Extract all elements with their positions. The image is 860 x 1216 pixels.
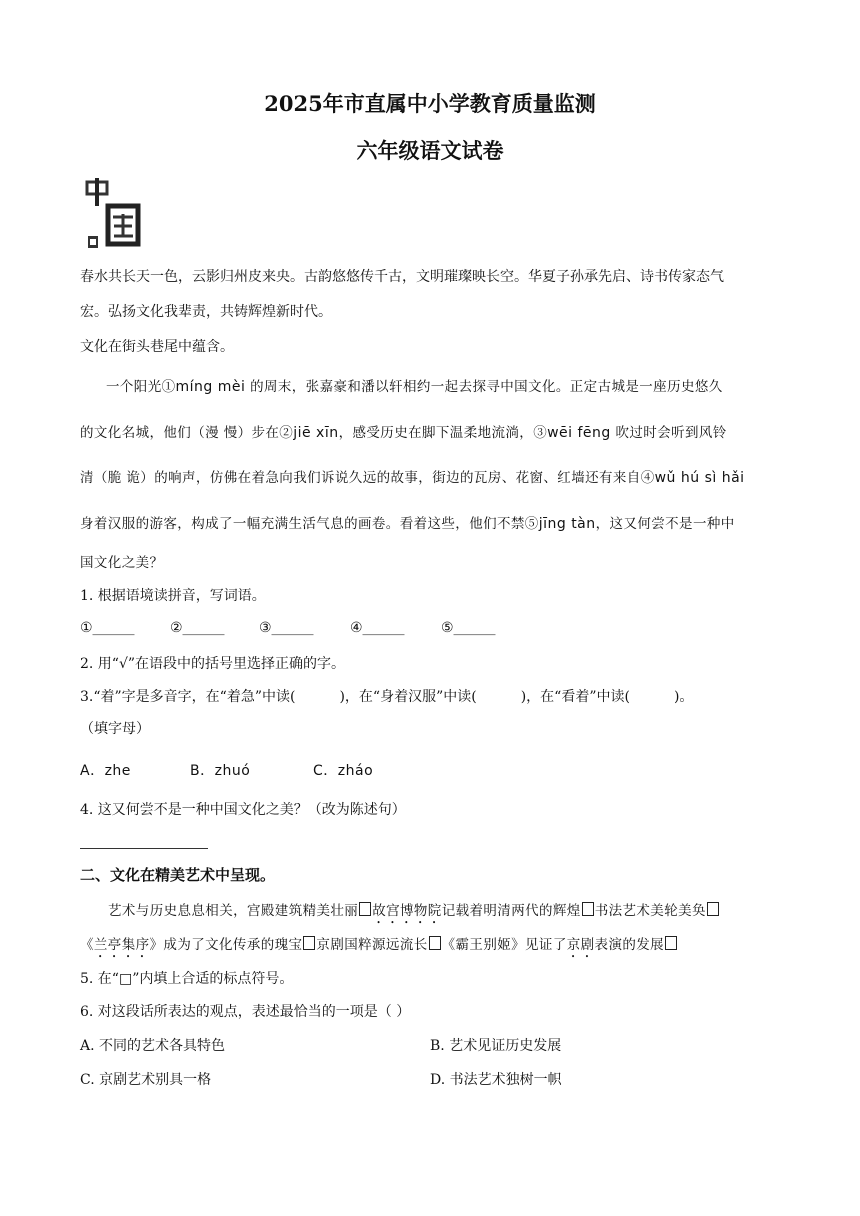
exam-subtitle: 六年级语文试卷 xyxy=(356,138,504,163)
section-2-heading: 二、文化在精美艺术中呈现。 xyxy=(80,866,276,884)
punctuation-box[interactable] xyxy=(582,902,594,916)
passage-line-3: 清（脆 诡）的响声，仿佛在着急向我们诉说久远的故事，街边的瓦房、花窗、红墙还有来自④wǔ hú sì hǎi xyxy=(80,470,745,486)
intro-line-1: 春水共长天一色，云影归州皮来央。古韵悠悠传千古，文明璀璨映长空。华夏子孙承先启、诗书传家态气 xyxy=(80,269,724,285)
answer-line[interactable] xyxy=(80,848,208,849)
intro-line-2: 宏。弘扬文化我辈责，共铸辉煌新时代。 xyxy=(80,304,332,320)
intro-line-3: 文化在街头巷尾中蕴含。 xyxy=(80,339,234,355)
option-a: A．zhe xyxy=(80,763,131,779)
question-3-note: （填字母） xyxy=(80,721,150,737)
question-3: 3.“着”字是多音字，在“着急”中读( )，在“身着汉服”中读( )，在“看着”中读( )。 xyxy=(80,689,694,705)
answer-blank-3[interactable]: ③______ xyxy=(259,620,314,636)
choice-a[interactable]: A. 不同的艺术各具特色 xyxy=(80,1038,226,1054)
question-4: 4. 这又何尝不是一种中国文化之美？（改为陈述句） xyxy=(80,802,406,818)
answer-blank-1[interactable]: ①______ xyxy=(80,620,135,636)
punctuation-box[interactable] xyxy=(707,902,719,916)
punctuation-box[interactable] xyxy=(359,902,371,916)
choice-c[interactable]: C. 京剧艺术别具一格 xyxy=(80,1072,212,1088)
passage-line-1: 一个阳光①míng mèi 的周末，张嘉豪和潘以轩相约一起去探寻中国文化。正定古城是一座历史悠久 xyxy=(106,379,723,395)
question-6: 6. 对这段话所表达的观点，表述最恰当的一项是（ ） xyxy=(80,1004,411,1020)
section-2-line-2: 《兰亭集序》成为了文化传承的瑰宝 京剧国粹源远流长 《霸王别姬》见证了京剧表演的发展 xyxy=(80,933,678,961)
passage-line-2: 的文化名城，他们（漫 慢）步在②jiē xīn，感受历史在脚下温柔地流淌，③wēi fēng 吹过时会听到风铃 xyxy=(80,425,727,441)
choice-d[interactable]: D. 书法艺术独树一帜 xyxy=(430,1072,562,1088)
china-calligraphy-logo xyxy=(84,178,144,250)
punctuation-box[interactable] xyxy=(665,936,677,950)
passage-line-4: 身着汉服的游客，构成了一幅充满生活气息的画卷。看着这些，他们不禁⑤jīng tàn，这又何尝不是一种中 xyxy=(80,516,735,532)
choice-b[interactable]: B. 艺术见证历史发展 xyxy=(430,1038,562,1054)
question-5: 5. 在“□”内填上合适的标点符号。 xyxy=(80,971,294,987)
question-1: 1. 根据语境读拼音，写词语。 xyxy=(80,588,266,604)
question-2: 2. 用“√”在语段中的括号里选择正确的字。 xyxy=(80,656,346,672)
answer-blank-5[interactable]: ⑤______ xyxy=(441,620,496,636)
answer-blank-4[interactable]: ④______ xyxy=(350,620,405,636)
exam-title: 2025年市直属中小学教育质量监测 xyxy=(264,91,596,116)
section-2-line-1: 艺术与历史息息相关，宫殿建筑精美壮丽 故宫博物院记载着明清两代的辉煌 书法艺术美轮美奂 xyxy=(108,899,720,927)
punctuation-box[interactable] xyxy=(303,936,315,950)
option-c: C．zháo xyxy=(313,763,374,779)
passage-line-5: 国文化之美？ xyxy=(80,555,164,571)
punctuation-box[interactable] xyxy=(429,936,441,950)
option-b: B．zhuó xyxy=(190,763,251,779)
answer-blank-2[interactable]: ②______ xyxy=(170,620,225,636)
